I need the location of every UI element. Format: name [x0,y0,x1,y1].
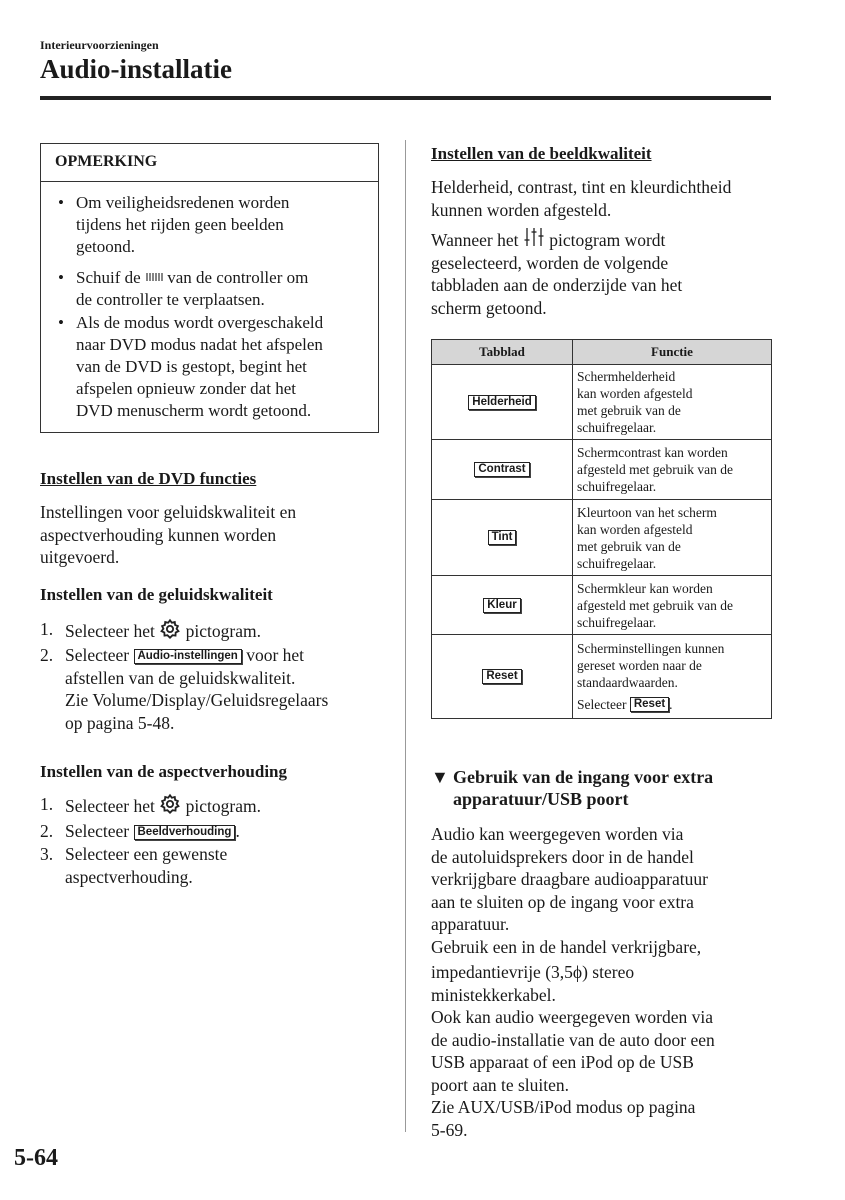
section-kicker: Interieurvoorzieningen [40,38,159,52]
sound-step-1: 1. Selecteer het pictogram. [40,619,261,641]
picture-tabs-table [431,339,772,719]
table-row: Reset Scherminstellingen kunnen gereset worden naar de standaardwaarden. Selecteer Reset . [432,635,772,719]
note-item: • Om veiligheidsredenen worden tijdens het rijden geen beelden getoond. [58,193,290,256]
triangle-down-icon: ▼ [431,767,449,787]
picture-intro: Helderheid, contrast, tint en kleurdichtheid kunnen worden afgesteld. [431,177,732,220]
gear-icon [159,793,181,815]
table-row: Kleur Schermkleur kan worden afgesteld met gebruik van de schuifregelaar. [432,576,772,635]
table-row: Helderheid Schermhelderheid kan worden afgesteld met gebruik van de schuifregelaar. [432,365,772,440]
aux-paragraph: Audio kan weergegeven worden via de autoluidsprekers door in de handel verkrijgbare draagbare audioapparatuur aan te sluiten op de ingang voor extra apparatuur. Gebruik een in de handel verkrijgbare, impedantievrije (3,5ϕ) stereo ministekkerkabel. Ook kan audio weergegeven worden via de audio-installatie van de auto door een USB apparaat of een iPod op de USB poort aan te sluiten. Zie AUX/USB/iPod modus op pagina 5-69. [431,824,715,1140]
picture-settings-icon [523,226,545,248]
tab-reset[interactable]: Reset [482,669,521,684]
tab-tint[interactable]: Tint [488,530,517,545]
note-heading: OPMERKING [41,144,378,182]
aspect-heading: Instellen van de aspectverhouding [40,762,287,781]
column-divider [405,140,406,1132]
picture-section-heading: Instellen van de beeldkwaliteit [431,144,652,163]
audio-settings-button[interactable]: Audio-instellingen [134,649,242,664]
note-item: • Als de modus wordt overgeschakeld naar DVD modus nadat het afspelen van de DVD is gestopt, begint het afspelen opnieuw zonder dat het DVD menuscherm wordt getoond. [58,313,324,420]
table-header: Functie [573,340,772,365]
tab-color[interactable]: Kleur [483,598,520,613]
picture-paragraph: Wanneer het pictogram wordt geselecteerd, worden de volgende tabbladen aan de onderzijde van het scherm getoond. [431,226,776,319]
note-item: • Schuif de van de controller om de controller te verplaatsen. [58,268,309,309]
reset-button[interactable]: Reset [630,697,669,712]
tab-contrast[interactable]: Contrast [474,462,529,477]
page-number: 5-64 [14,1145,58,1171]
aspect-ratio-button[interactable]: Beeldverhouding [134,825,236,840]
aspect-step-2: 2. Selecteer Beeldverhouding . [40,821,240,841]
note-box [40,143,379,433]
dvd-intro: Instellingen voor geluidskwaliteit en aspectverhouding kunnen worden uitgevoerd. [40,502,297,567]
slider-bars-icon [145,272,163,282]
tab-brightness[interactable]: Helderheid [468,395,535,410]
gear-icon [159,618,181,640]
aux-section-heading: ▼ Gebruik van de ingang voor extra apparatuur/USB poort [431,767,714,809]
table-row: Contrast Schermcontrast kan worden afgesteld met gebruik van de schuifregelaar. [432,440,772,500]
title-rule [40,96,771,100]
table-row: Tint Kleurtoon van het scherm kan worden afgesteld met gebruik van de schuifregelaar. [432,500,772,576]
aspect-step-1: 1. Selecteer het pictogram. [40,794,261,816]
sound-step-2: 2. Selecteer Audio-instellingen voor het afstellen van de geluidskwaliteit. Zie Volume/Display/Geluidsregelaars op pagina 5-48. [40,645,329,733]
aspect-step-3: 3. Selecteer een gewenste aspectverhouding. [40,844,228,887]
sound-heading: Instellen van de geluidskwaliteit [40,585,273,604]
table-header: Tabblad [432,340,573,365]
dvd-section-heading: Instellen van de DVD functies [40,469,257,488]
page-title: Audio-installatie [40,54,233,84]
